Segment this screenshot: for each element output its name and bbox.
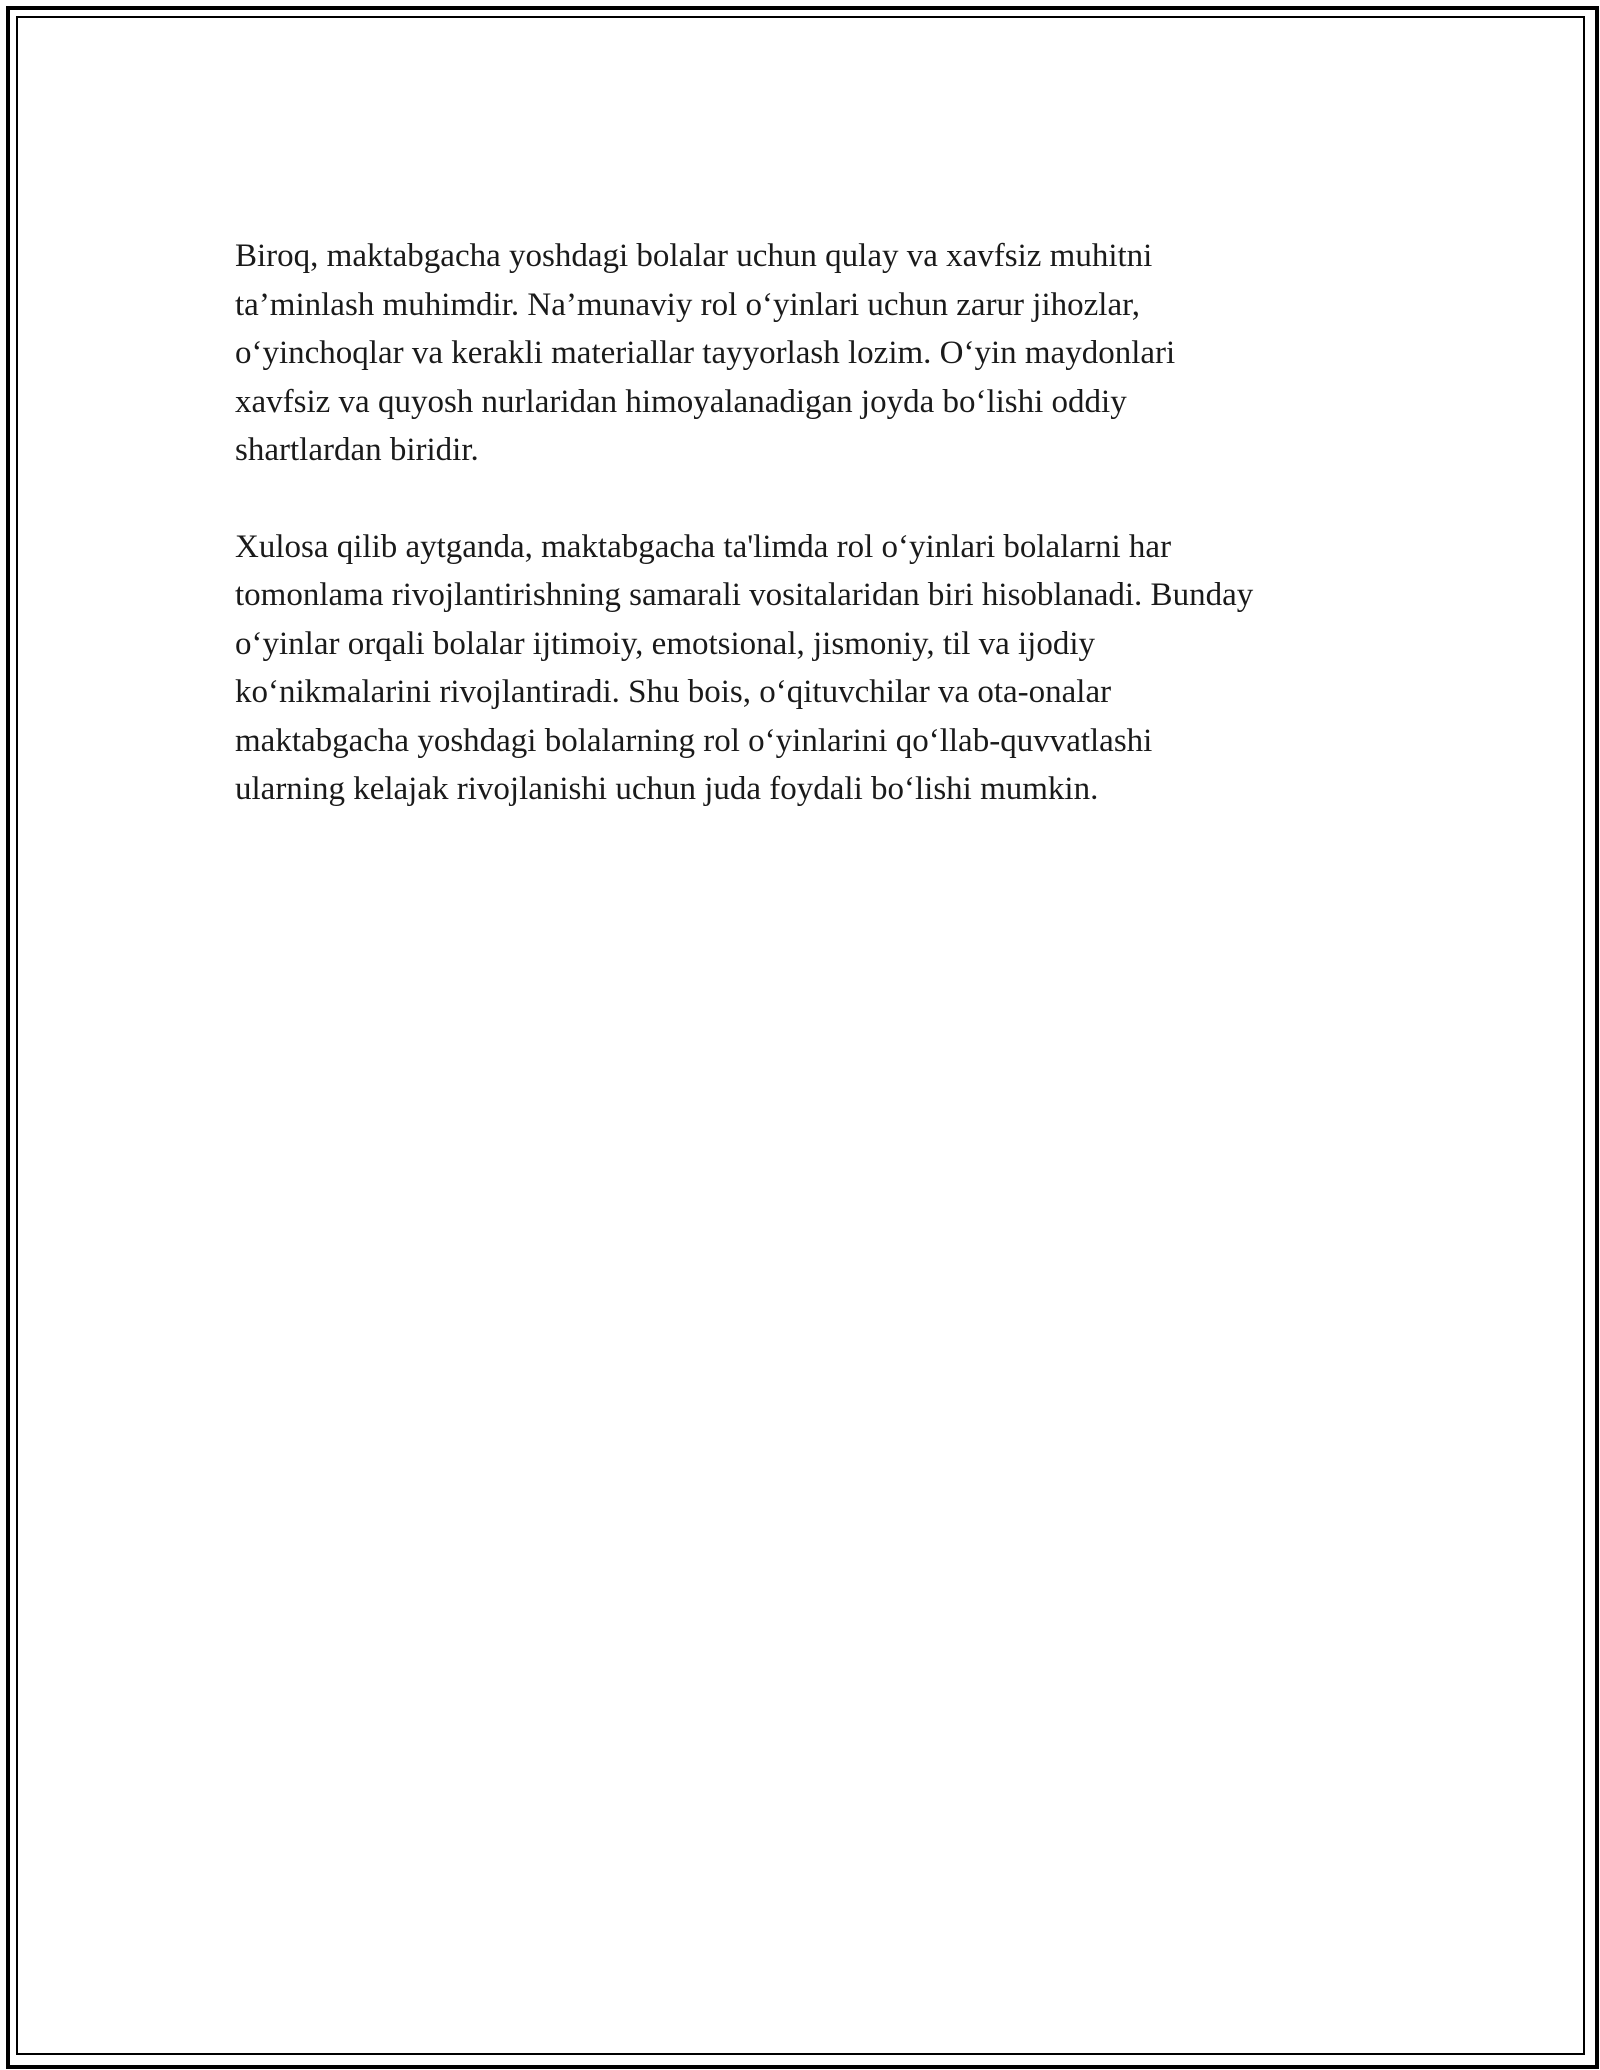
text-line: Xulosa qilib aytganda, maktabgacha ta'limda rol o‘yinlari bolalarni har	[235, 528, 1172, 565]
text-line: tomonlama rivojlantirishning samarali vositalaridan biri hisoblanadi. Bunday	[235, 577, 1254, 613]
text-line: ularning kelajak rivojlanishi uchun juda foydali bo‘lishi mumkin.	[235, 771, 1099, 807]
paragraph-1	[235, 232, 1395, 475]
text-line: ko‘nikmalarini rivojlantiradi. Shu bois, o‘qituvchilar va ota-onalar	[235, 674, 1112, 710]
text-line: Biroq, maktabgacha yoshdagi bolalar uchun qulay va xavfsiz muhitni	[235, 238, 1153, 274]
document-body	[235, 232, 1395, 862]
text-line: o‘yinchoqlar va kerakli materiallar tayyorlash lozim. O‘yin maydonlari	[235, 335, 1176, 371]
text-line: maktabgacha yoshdagi bolalarning rol o‘yinlarini qo‘llab-quvvatlashi	[235, 722, 1153, 759]
text-line: xavfsiz va quyosh nurlaridan himoyalanadigan joyda bo‘lishi oddiy	[235, 383, 1127, 420]
text-line: shartlardan biridir.	[235, 432, 479, 468]
text-line: o‘yinlar orqali bolalar ijtimoiy, emotsional, jismoniy, til va ijodiy	[235, 625, 1096, 662]
text-line: ta’minlash muhimdir. Na’munaviy rol o‘yinlari uchun zarur jihozlar,	[235, 286, 1141, 323]
paragraph-2	[235, 523, 1395, 814]
